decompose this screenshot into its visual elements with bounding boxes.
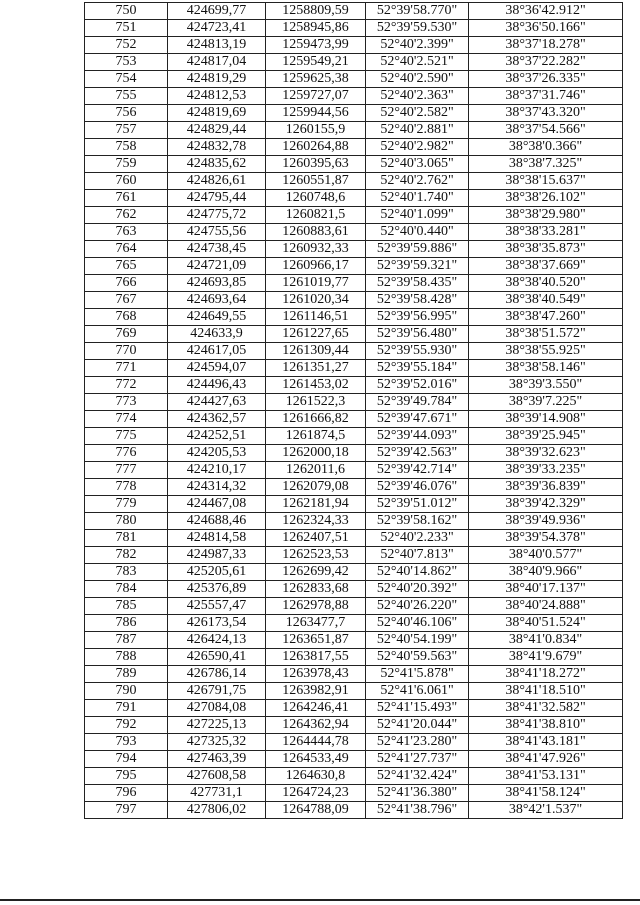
y-coordinate-cell: 1261666,82 xyxy=(266,411,366,428)
y-coordinate-cell: 1260932,33 xyxy=(266,241,366,258)
longitude-cell: 38°37'26.335" xyxy=(469,71,623,88)
y-coordinate-cell: 1261874,5 xyxy=(266,428,366,445)
table-row xyxy=(85,224,623,241)
table-row xyxy=(85,71,623,88)
table-row xyxy=(85,581,623,598)
x-coordinate-cell: 424775,72 xyxy=(168,207,266,224)
point-number-cell: 791 xyxy=(85,700,168,717)
x-coordinate-cell: 427084,08 xyxy=(168,700,266,717)
latitude-cell: 52°39'58.435" xyxy=(366,275,469,292)
point-number-cell: 788 xyxy=(85,649,168,666)
latitude-cell: 52°40'7.813" xyxy=(366,547,469,564)
table-row xyxy=(85,173,623,190)
y-coordinate-cell: 1260748,6 xyxy=(266,190,366,207)
x-coordinate-cell: 424755,56 xyxy=(168,224,266,241)
point-number-cell: 794 xyxy=(85,751,168,768)
point-number-cell: 770 xyxy=(85,343,168,360)
point-number-cell: 756 xyxy=(85,105,168,122)
table-row xyxy=(85,615,623,632)
longitude-cell: 38°41'0.834" xyxy=(469,632,623,649)
longitude-cell: 38°38'33.281" xyxy=(469,224,623,241)
y-coordinate-cell: 1262079,08 xyxy=(266,479,366,496)
y-coordinate-cell: 1262181,94 xyxy=(266,496,366,513)
table-row xyxy=(85,751,623,768)
x-coordinate-cell: 424738,45 xyxy=(168,241,266,258)
x-coordinate-cell: 424205,53 xyxy=(168,445,266,462)
latitude-cell: 52°41'20.044" xyxy=(366,717,469,734)
x-coordinate-cell: 427225,13 xyxy=(168,717,266,734)
longitude-cell: 38°38'40.549" xyxy=(469,292,623,309)
latitude-cell: 52°39'49.784" xyxy=(366,394,469,411)
x-coordinate-cell: 424723,41 xyxy=(168,20,266,37)
latitude-cell: 52°39'44.093" xyxy=(366,428,469,445)
point-number-cell: 766 xyxy=(85,275,168,292)
y-coordinate-cell: 1264788,09 xyxy=(266,802,366,819)
latitude-cell: 52°40'2.590" xyxy=(366,71,469,88)
x-coordinate-cell: 424594,07 xyxy=(168,360,266,377)
latitude-cell: 52°40'2.762" xyxy=(366,173,469,190)
x-coordinate-cell: 427463,39 xyxy=(168,751,266,768)
longitude-cell: 38°41'38.810" xyxy=(469,717,623,734)
y-coordinate-cell: 1263651,87 xyxy=(266,632,366,649)
longitude-cell: 38°38'35.873" xyxy=(469,241,623,258)
longitude-cell: 38°38'26.102" xyxy=(469,190,623,207)
longitude-cell: 38°37'22.282" xyxy=(469,54,623,71)
longitude-cell: 38°38'55.925" xyxy=(469,343,623,360)
x-coordinate-cell: 424314,32 xyxy=(168,479,266,496)
longitude-cell: 38°37'31.746" xyxy=(469,88,623,105)
table-row xyxy=(85,802,623,819)
point-number-cell: 784 xyxy=(85,581,168,598)
y-coordinate-cell: 1259944,56 xyxy=(266,105,366,122)
latitude-cell: 52°41'23.280" xyxy=(366,734,469,751)
table-row xyxy=(85,785,623,802)
latitude-cell: 52°41'5.878" xyxy=(366,666,469,683)
longitude-cell: 38°38'0.366" xyxy=(469,139,623,156)
y-coordinate-cell: 1258945,86 xyxy=(266,20,366,37)
latitude-cell: 52°41'15.493" xyxy=(366,700,469,717)
longitude-cell: 38°40'51.524" xyxy=(469,615,623,632)
point-number-cell: 774 xyxy=(85,411,168,428)
latitude-cell: 52°40'1.099" xyxy=(366,207,469,224)
x-coordinate-cell: 424693,85 xyxy=(168,275,266,292)
x-coordinate-cell: 424688,46 xyxy=(168,513,266,530)
table-row xyxy=(85,513,623,530)
point-number-cell: 796 xyxy=(85,785,168,802)
latitude-cell: 52°41'36.380" xyxy=(366,785,469,802)
y-coordinate-cell: 1264533,49 xyxy=(266,751,366,768)
table-row xyxy=(85,275,623,292)
longitude-cell: 38°40'24.888" xyxy=(469,598,623,615)
x-coordinate-cell: 424467,08 xyxy=(168,496,266,513)
point-number-cell: 780 xyxy=(85,513,168,530)
longitude-cell: 38°38'15.637" xyxy=(469,173,623,190)
x-coordinate-cell: 424795,44 xyxy=(168,190,266,207)
table-row xyxy=(85,88,623,105)
y-coordinate-cell: 1262324,33 xyxy=(266,513,366,530)
point-number-cell: 772 xyxy=(85,377,168,394)
y-coordinate-cell: 1258809,59 xyxy=(266,3,366,20)
latitude-cell: 52°41'6.061" xyxy=(366,683,469,700)
point-number-cell: 782 xyxy=(85,547,168,564)
latitude-cell: 52°41'27.737" xyxy=(366,751,469,768)
point-number-cell: 764 xyxy=(85,241,168,258)
y-coordinate-cell: 1261522,3 xyxy=(266,394,366,411)
longitude-cell: 38°41'47.926" xyxy=(469,751,623,768)
longitude-cell: 38°40'0.577" xyxy=(469,547,623,564)
latitude-cell: 52°39'58.162" xyxy=(366,513,469,530)
table-row xyxy=(85,292,623,309)
x-coordinate-cell: 424829,44 xyxy=(168,122,266,139)
latitude-cell: 52°39'52.016" xyxy=(366,377,469,394)
longitude-cell: 38°38'51.572" xyxy=(469,326,623,343)
longitude-cell: 38°37'18.278" xyxy=(469,37,623,54)
longitude-cell: 38°41'32.582" xyxy=(469,700,623,717)
longitude-cell: 38°39'54.378" xyxy=(469,530,623,547)
point-number-cell: 757 xyxy=(85,122,168,139)
y-coordinate-cell: 1259625,38 xyxy=(266,71,366,88)
table-row xyxy=(85,428,623,445)
point-number-cell: 773 xyxy=(85,394,168,411)
x-coordinate-cell: 424817,04 xyxy=(168,54,266,71)
point-number-cell: 769 xyxy=(85,326,168,343)
latitude-cell: 52°40'2.881" xyxy=(366,122,469,139)
x-coordinate-cell: 424819,69 xyxy=(168,105,266,122)
table-row xyxy=(85,496,623,513)
y-coordinate-cell: 1264246,41 xyxy=(266,700,366,717)
point-number-cell: 761 xyxy=(85,190,168,207)
point-number-cell: 783 xyxy=(85,564,168,581)
table-row xyxy=(85,156,623,173)
latitude-cell: 52°39'58.428" xyxy=(366,292,469,309)
longitude-cell: 38°39'42.329" xyxy=(469,496,623,513)
x-coordinate-cell: 427731,1 xyxy=(168,785,266,802)
coordinates-table xyxy=(84,2,623,819)
longitude-cell: 38°38'7.325" xyxy=(469,156,623,173)
longitude-cell: 38°39'49.936" xyxy=(469,513,623,530)
longitude-cell: 38°36'50.166" xyxy=(469,20,623,37)
table-row xyxy=(85,20,623,37)
table-row xyxy=(85,394,623,411)
latitude-cell: 52°40'20.392" xyxy=(366,581,469,598)
latitude-cell: 52°39'59.530" xyxy=(366,20,469,37)
point-number-cell: 789 xyxy=(85,666,168,683)
y-coordinate-cell: 1260155,9 xyxy=(266,122,366,139)
y-coordinate-cell: 1262833,68 xyxy=(266,581,366,598)
latitude-cell: 52°39'55.930" xyxy=(366,343,469,360)
y-coordinate-cell: 1263817,55 xyxy=(266,649,366,666)
x-coordinate-cell: 424813,19 xyxy=(168,37,266,54)
y-coordinate-cell: 1263978,43 xyxy=(266,666,366,683)
point-number-cell: 758 xyxy=(85,139,168,156)
longitude-cell: 38°36'42.912" xyxy=(469,3,623,20)
table-row xyxy=(85,598,623,615)
longitude-cell: 38°39'25.945" xyxy=(469,428,623,445)
x-coordinate-cell: 424210,17 xyxy=(168,462,266,479)
latitude-cell: 52°39'58.770" xyxy=(366,3,469,20)
y-coordinate-cell: 1262407,51 xyxy=(266,530,366,547)
table-row xyxy=(85,241,623,258)
x-coordinate-cell: 424826,61 xyxy=(168,173,266,190)
latitude-cell: 52°40'46.106" xyxy=(366,615,469,632)
table-row xyxy=(85,190,623,207)
y-coordinate-cell: 1260821,5 xyxy=(266,207,366,224)
table-row xyxy=(85,377,623,394)
table-row xyxy=(85,360,623,377)
y-coordinate-cell: 1263477,7 xyxy=(266,615,366,632)
latitude-cell: 52°40'0.440" xyxy=(366,224,469,241)
y-coordinate-cell: 1262523,53 xyxy=(266,547,366,564)
y-coordinate-cell: 1259473,99 xyxy=(266,37,366,54)
latitude-cell: 52°39'42.563" xyxy=(366,445,469,462)
table-row xyxy=(85,326,623,343)
longitude-cell: 38°41'9.679" xyxy=(469,649,623,666)
x-coordinate-cell: 424362,57 xyxy=(168,411,266,428)
latitude-cell: 52°39'59.886" xyxy=(366,241,469,258)
y-coordinate-cell: 1259727,07 xyxy=(266,88,366,105)
point-number-cell: 762 xyxy=(85,207,168,224)
table-row xyxy=(85,462,623,479)
longitude-cell: 38°41'53.131" xyxy=(469,768,623,785)
longitude-cell: 38°39'32.623" xyxy=(469,445,623,462)
latitude-cell: 52°39'55.184" xyxy=(366,360,469,377)
point-number-cell: 787 xyxy=(85,632,168,649)
table-row xyxy=(85,649,623,666)
table-row xyxy=(85,666,623,683)
latitude-cell: 52°39'51.012" xyxy=(366,496,469,513)
table-row xyxy=(85,632,623,649)
y-coordinate-cell: 1261146,51 xyxy=(266,309,366,326)
latitude-cell: 52°40'2.982" xyxy=(366,139,469,156)
y-coordinate-cell: 1260883,61 xyxy=(266,224,366,241)
y-coordinate-cell: 1261351,27 xyxy=(266,360,366,377)
y-coordinate-cell: 1264724,23 xyxy=(266,785,366,802)
latitude-cell: 52°39'46.076" xyxy=(366,479,469,496)
point-number-cell: 786 xyxy=(85,615,168,632)
longitude-cell: 38°39'3.550" xyxy=(469,377,623,394)
table-row xyxy=(85,445,623,462)
point-number-cell: 779 xyxy=(85,496,168,513)
latitude-cell: 52°41'32.424" xyxy=(366,768,469,785)
x-coordinate-cell: 425376,89 xyxy=(168,581,266,598)
point-number-cell: 759 xyxy=(85,156,168,173)
longitude-cell: 38°37'54.566" xyxy=(469,122,623,139)
table-row xyxy=(85,122,623,139)
x-coordinate-cell: 424721,09 xyxy=(168,258,266,275)
y-coordinate-cell: 1264630,8 xyxy=(266,768,366,785)
y-coordinate-cell: 1262978,88 xyxy=(266,598,366,615)
y-coordinate-cell: 1261453,02 xyxy=(266,377,366,394)
y-coordinate-cell: 1260264,88 xyxy=(266,139,366,156)
y-coordinate-cell: 1261227,65 xyxy=(266,326,366,343)
table-row xyxy=(85,139,623,156)
latitude-cell: 52°40'2.363" xyxy=(366,88,469,105)
point-number-cell: 755 xyxy=(85,88,168,105)
coordinates-table-body xyxy=(85,3,623,819)
y-coordinate-cell: 1260551,87 xyxy=(266,173,366,190)
table-row xyxy=(85,530,623,547)
longitude-cell: 38°39'33.235" xyxy=(469,462,623,479)
y-coordinate-cell: 1261309,44 xyxy=(266,343,366,360)
point-number-cell: 750 xyxy=(85,3,168,20)
latitude-cell: 52°40'14.862" xyxy=(366,564,469,581)
latitude-cell: 52°40'2.521" xyxy=(366,54,469,71)
x-coordinate-cell: 424252,51 xyxy=(168,428,266,445)
latitude-cell: 52°39'42.714" xyxy=(366,462,469,479)
table-row xyxy=(85,564,623,581)
table-row xyxy=(85,343,623,360)
table-row xyxy=(85,3,623,20)
x-coordinate-cell: 427325,32 xyxy=(168,734,266,751)
x-coordinate-cell: 424814,58 xyxy=(168,530,266,547)
table-row xyxy=(85,547,623,564)
table-row xyxy=(85,479,623,496)
longitude-cell: 38°42'1.537" xyxy=(469,802,623,819)
longitude-cell: 38°39'14.908" xyxy=(469,411,623,428)
y-coordinate-cell: 1260395,63 xyxy=(266,156,366,173)
point-number-cell: 765 xyxy=(85,258,168,275)
point-number-cell: 753 xyxy=(85,54,168,71)
longitude-cell: 38°38'37.669" xyxy=(469,258,623,275)
longitude-cell: 38°37'43.320" xyxy=(469,105,623,122)
longitude-cell: 38°41'43.181" xyxy=(469,734,623,751)
table-row xyxy=(85,700,623,717)
y-coordinate-cell: 1262011,6 xyxy=(266,462,366,479)
latitude-cell: 52°41'38.796" xyxy=(366,802,469,819)
point-number-cell: 767 xyxy=(85,292,168,309)
x-coordinate-cell: 426791,75 xyxy=(168,683,266,700)
longitude-cell: 38°38'58.146" xyxy=(469,360,623,377)
table-row xyxy=(85,683,623,700)
table-row xyxy=(85,734,623,751)
y-coordinate-cell: 1259549,21 xyxy=(266,54,366,71)
point-number-cell: 754 xyxy=(85,71,168,88)
point-number-cell: 777 xyxy=(85,462,168,479)
latitude-cell: 52°39'56.480" xyxy=(366,326,469,343)
x-coordinate-cell: 424617,05 xyxy=(168,343,266,360)
x-coordinate-cell: 424819,29 xyxy=(168,71,266,88)
table-row xyxy=(85,309,623,326)
x-coordinate-cell: 426424,13 xyxy=(168,632,266,649)
y-coordinate-cell: 1262699,42 xyxy=(266,564,366,581)
x-coordinate-cell: 424699,77 xyxy=(168,3,266,20)
table-row xyxy=(85,207,623,224)
x-coordinate-cell: 427806,02 xyxy=(168,802,266,819)
latitude-cell: 52°40'59.563" xyxy=(366,649,469,666)
longitude-cell: 38°40'17.137" xyxy=(469,581,623,598)
latitude-cell: 52°40'26.220" xyxy=(366,598,469,615)
footer-rule xyxy=(0,899,640,901)
y-coordinate-cell: 1264444,78 xyxy=(266,734,366,751)
x-coordinate-cell: 426173,54 xyxy=(168,615,266,632)
table-row xyxy=(85,411,623,428)
table-row xyxy=(85,54,623,71)
y-coordinate-cell: 1260966,17 xyxy=(266,258,366,275)
x-coordinate-cell: 424693,64 xyxy=(168,292,266,309)
point-number-cell: 760 xyxy=(85,173,168,190)
x-coordinate-cell: 425557,47 xyxy=(168,598,266,615)
point-number-cell: 781 xyxy=(85,530,168,547)
table-row xyxy=(85,258,623,275)
point-number-cell: 752 xyxy=(85,37,168,54)
table-row xyxy=(85,717,623,734)
longitude-cell: 38°41'58.124" xyxy=(469,785,623,802)
longitude-cell: 38°38'40.520" xyxy=(469,275,623,292)
longitude-cell: 38°41'18.272" xyxy=(469,666,623,683)
latitude-cell: 52°40'2.582" xyxy=(366,105,469,122)
x-coordinate-cell: 426786,14 xyxy=(168,666,266,683)
x-coordinate-cell: 424496,43 xyxy=(168,377,266,394)
latitude-cell: 52°39'56.995" xyxy=(366,309,469,326)
point-number-cell: 797 xyxy=(85,802,168,819)
point-number-cell: 768 xyxy=(85,309,168,326)
latitude-cell: 52°40'1.740" xyxy=(366,190,469,207)
y-coordinate-cell: 1264362,94 xyxy=(266,717,366,734)
point-number-cell: 763 xyxy=(85,224,168,241)
table-row xyxy=(85,37,623,54)
latitude-cell: 52°39'59.321" xyxy=(366,258,469,275)
latitude-cell: 52°40'2.399" xyxy=(366,37,469,54)
point-number-cell: 778 xyxy=(85,479,168,496)
x-coordinate-cell: 424987,33 xyxy=(168,547,266,564)
longitude-cell: 38°41'18.510" xyxy=(469,683,623,700)
y-coordinate-cell: 1262000,18 xyxy=(266,445,366,462)
y-coordinate-cell: 1261019,77 xyxy=(266,275,366,292)
x-coordinate-cell: 424649,55 xyxy=(168,309,266,326)
point-number-cell: 792 xyxy=(85,717,168,734)
y-coordinate-cell: 1261020,34 xyxy=(266,292,366,309)
latitude-cell: 52°40'3.065" xyxy=(366,156,469,173)
y-coordinate-cell: 1263982,91 xyxy=(266,683,366,700)
latitude-cell: 52°40'2.233" xyxy=(366,530,469,547)
x-coordinate-cell: 426590,41 xyxy=(168,649,266,666)
x-coordinate-cell: 424633,9 xyxy=(168,326,266,343)
longitude-cell: 38°38'47.260" xyxy=(469,309,623,326)
longitude-cell: 38°40'9.966" xyxy=(469,564,623,581)
point-number-cell: 771 xyxy=(85,360,168,377)
longitude-cell: 38°39'7.225" xyxy=(469,394,623,411)
x-coordinate-cell: 427608,58 xyxy=(168,768,266,785)
table-row xyxy=(85,768,623,785)
table-row xyxy=(85,105,623,122)
latitude-cell: 52°40'54.199" xyxy=(366,632,469,649)
x-coordinate-cell: 425205,61 xyxy=(168,564,266,581)
point-number-cell: 785 xyxy=(85,598,168,615)
point-number-cell: 775 xyxy=(85,428,168,445)
point-number-cell: 795 xyxy=(85,768,168,785)
x-coordinate-cell: 424832,78 xyxy=(168,139,266,156)
longitude-cell: 38°38'29.980" xyxy=(469,207,623,224)
point-number-cell: 790 xyxy=(85,683,168,700)
latitude-cell: 52°39'47.671" xyxy=(366,411,469,428)
point-number-cell: 793 xyxy=(85,734,168,751)
x-coordinate-cell: 424835,62 xyxy=(168,156,266,173)
x-coordinate-cell: 424427,63 xyxy=(168,394,266,411)
point-number-cell: 776 xyxy=(85,445,168,462)
longitude-cell: 38°39'36.839" xyxy=(469,479,623,496)
x-coordinate-cell: 424812,53 xyxy=(168,88,266,105)
point-number-cell: 751 xyxy=(85,20,168,37)
